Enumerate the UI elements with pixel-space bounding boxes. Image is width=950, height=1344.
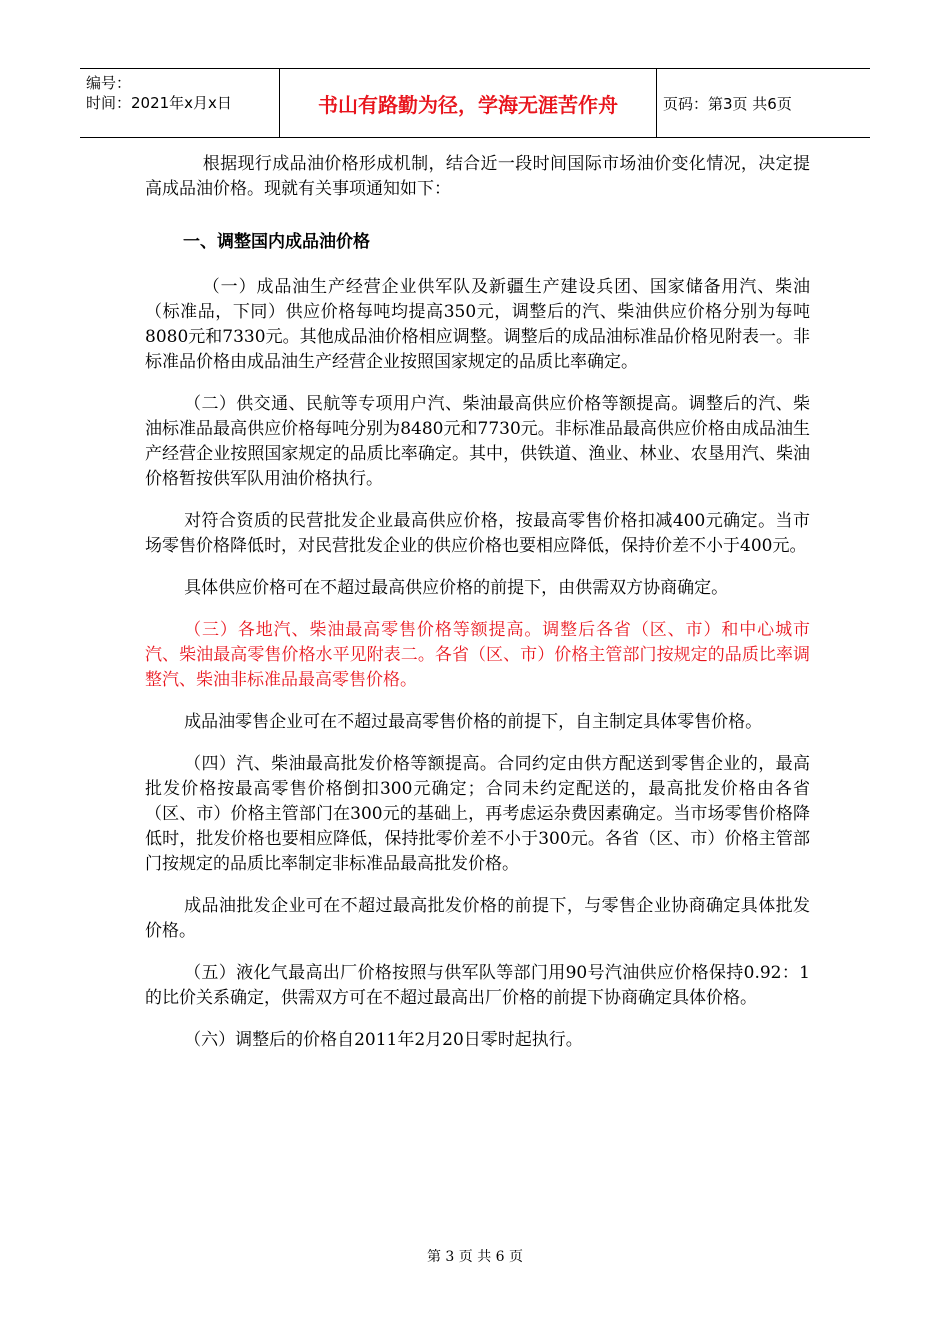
- header-motto: 书山有路勤为径，学海无涯苦作舟: [280, 69, 657, 137]
- paragraph-1: （一）成品油生产经营企业供军队及新疆生产建设兵团、国家储备用汽、柴油（标准品，下同）供应价格每吨均提高350元，调整后的汽、柴油供应价格分别为每吨8080元和7330元。其他成品油价格相应调整。调整后的成品油标准品价格见附表一。非标准品价格由成品油生产经营企业按照国家规定的品质比率确定。: [145, 277, 810, 372]
- paragraph-6: 成品油零售企业可在不超过最高零售价格的前提下，自主制定具体零售价格。: [184, 712, 763, 732]
- paragraph-2: （二）供交通、民航等专项用户汽、柴油最高供应价格等额提高。调整后的汽、柴油标准品最高供应价格每吨分别为8480元和7730元。非标准品最高供应价格由成品油生产经营企业按照国家规定的品质比率确定。其中，供铁道、渔业、林业、农垦用汽、柴油价格暂按供军队用油价格执行。: [145, 394, 810, 489]
- paragraph-8: 成品油批发企业可在不超过最高批发价格的前提下，与零售企业协商确定具体批发价格。: [145, 896, 810, 941]
- intro-paragraph: 根据现行成品油价格形成机制，结合近一段时间国际市场油价变化情况，决定提高成品油价格。现就有关事项通知如下：: [145, 154, 810, 199]
- document-body: [145, 152, 810, 1070]
- number-label: 编号：: [86, 74, 132, 92]
- paragraph-5-highlighted: （三）各地汽、柴油最高零售价格等额提高。调整后各省（区、市）和中心城市汽、柴油最高零售价格水平见附表二。各省（区、市）价格主管部门按规定的品质比率调整汽、柴油非标准品最高零售价格。: [145, 620, 810, 690]
- paragraph-3: 对符合资质的民营批发企业最高供应价格，按最高零售价格扣减400元确定。当市场零售价格降低时，对民营批发企业的供应价格也要相应降低，保持价差不小于400元。: [145, 511, 810, 556]
- header-page-info: 页码：第3页 共6页: [663, 94, 792, 113]
- section-heading: 一、调整国内成品油价格: [183, 232, 370, 252]
- page-footer: 第 3 页 共 6 页: [426, 1249, 524, 1265]
- paragraph-10: （六）调整后的价格自2011年2月20日零时起执行。: [184, 1030, 583, 1050]
- page-header: [80, 68, 870, 138]
- header-meta: [80, 69, 280, 137]
- paragraph-7: （四）汽、柴油最高批发价格等额提高。合同约定由供方配送到零售企业的，最高批发价格按最高零售价格倒扣300元确定；合同未约定配送的，最高批发价格由各省（区、市）价格主管部门在300元的基础上，再考虑运杂费因素确定。当市场零售价格降低时，批发价格也要相应降低，保持批零价差不小于300元。各省（区、市）价格主管部门按规定的品质比率制定非标准品最高批发价格。: [145, 754, 810, 874]
- time-label: 时间：2021年x月x日: [86, 94, 232, 112]
- paragraph-4: 具体供应价格可在不超过最高供应价格的前提下，由供需双方协商确定。: [184, 578, 729, 598]
- paragraph-9: （五）液化气最高出厂价格按照与供军队等部门用90号汽油供应价格保持0.92：1的比价关系确定，供需双方可在不超过最高出厂价格的前提下协商确定具体价格。: [145, 963, 810, 1008]
